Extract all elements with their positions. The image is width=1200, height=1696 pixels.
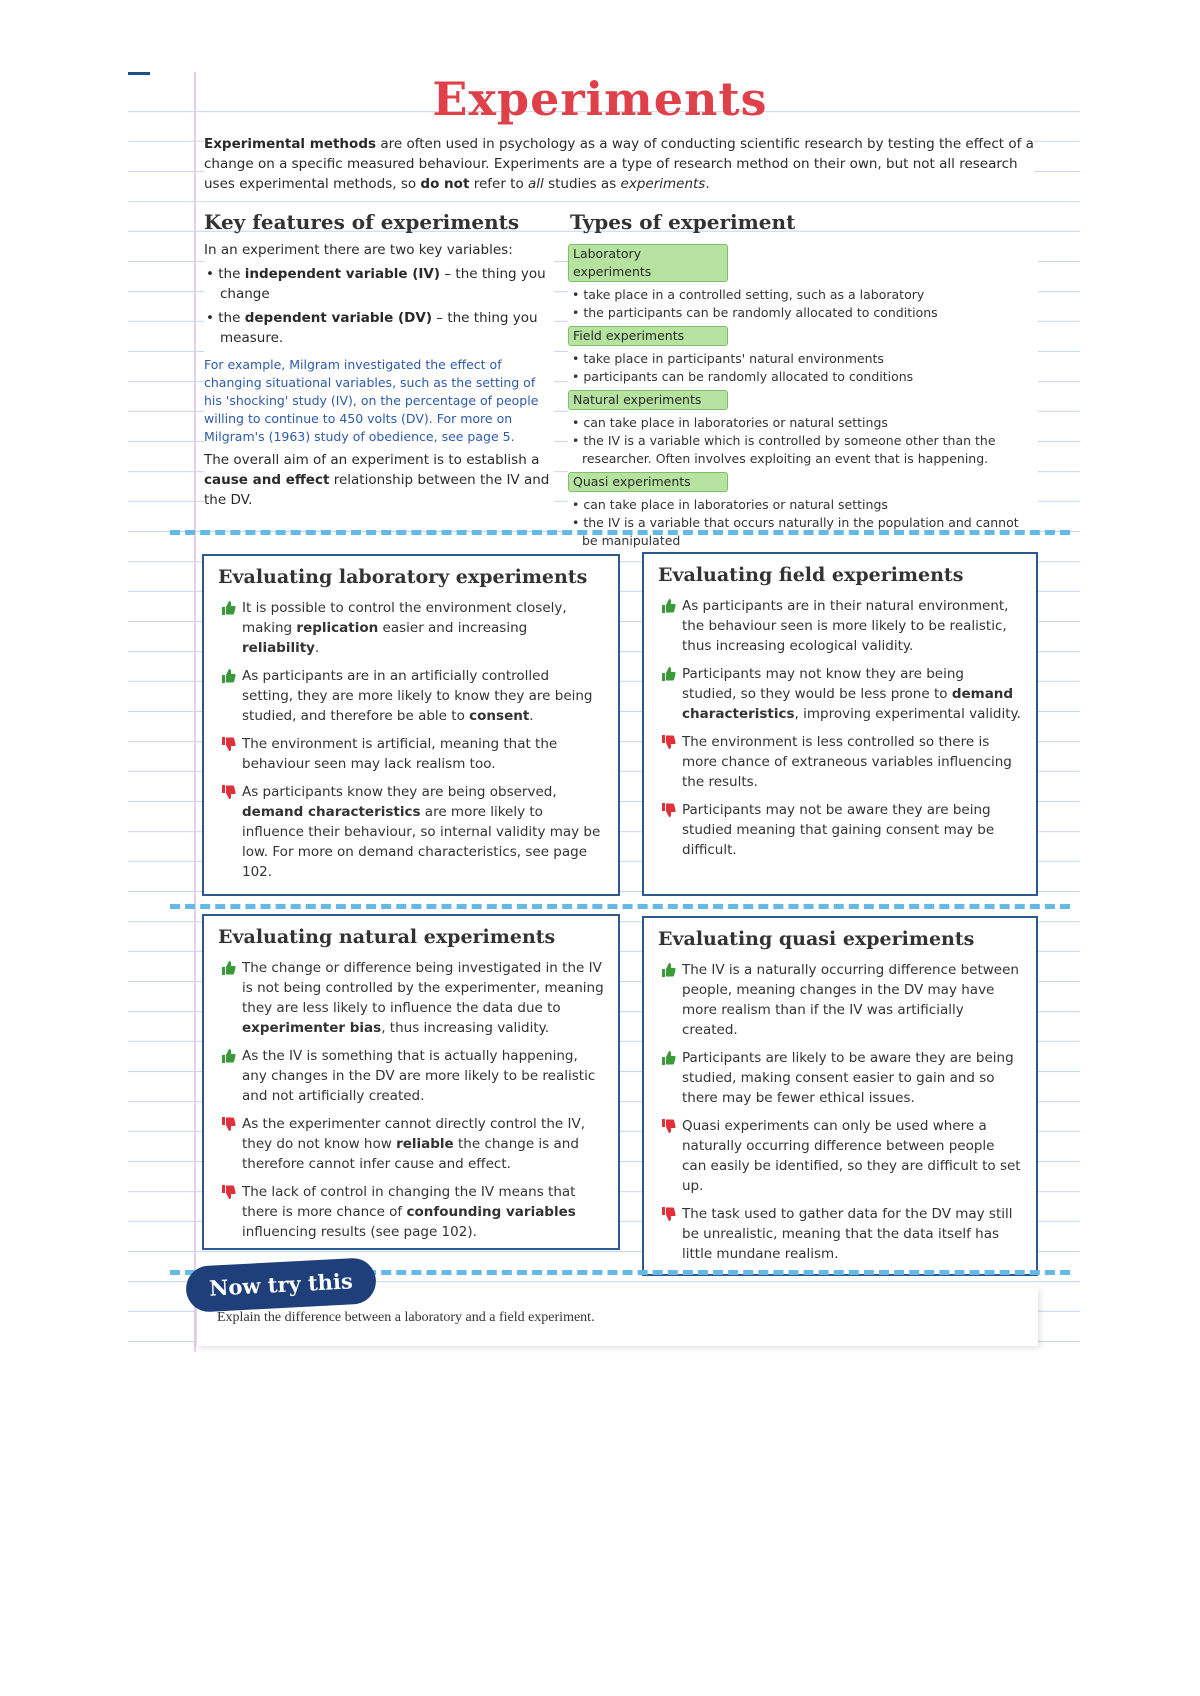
point-text: The lack of control in changing the IV means that there is more chance of <box>242 1184 576 1220</box>
type-label-quasi: Quasi experiments <box>568 472 728 492</box>
eval-lab-title: Evaluating laboratory experiments <box>218 566 588 588</box>
point-text: As the IV is something that is actually happening, any changes in the DV are more likely to be realistic and not artificially created. <box>242 1048 596 1104</box>
point-term: replication <box>296 620 379 636</box>
eval-lab-pro-2 <box>218 666 604 726</box>
thumbs-down-icon <box>660 802 676 818</box>
point-text: the change is and therefore cannot infer cause and effect. <box>242 1136 579 1172</box>
point-text: It is possible to control the environment closely, making <box>242 600 567 636</box>
eval-quasi-box <box>642 916 1038 1276</box>
type-point-text: participants can be randomly allocated to conditions <box>583 369 914 384</box>
point-text: The environment is artificial, meaning that the behaviour seen may lack realism too. <box>242 736 558 772</box>
type-point-text: can take place in laboratories or natural settings <box>583 415 888 430</box>
intro-italic-1: all <box>528 176 544 192</box>
type-point: • take place in participants' natural environments <box>572 351 884 366</box>
type-label-field: Field experiments <box>568 326 728 346</box>
intro-text-1: are often used in psychology as a way of conducting scientific research by testing the effect of a change on a specific measured behaviour. Experiments are a type of research method on their own, but not all research uses experimental methods, so <box>204 136 1034 192</box>
thumbs-down-icon <box>660 734 676 750</box>
type-point: • the IV is a variable that occurs naturally in the population and cannot be manipulated <box>572 515 1019 548</box>
point-term: demand characteristics <box>242 804 421 820</box>
thumbs-up-icon <box>220 1048 236 1064</box>
iv-bullet: • the independent variable (IV) – the thing you change <box>206 266 546 302</box>
eval-natural-con-1 <box>218 1114 604 1174</box>
eval-natural-con-2 <box>218 1182 604 1242</box>
point-text: Participants may not know they are being studied, so they would be less prone to <box>682 666 964 702</box>
type-point: • can take place in laboratories or natural settings <box>572 415 888 430</box>
now-try-task-text: Explain the difference between a laboratory and a field experiment. <box>217 1310 595 1325</box>
thumbs-down-icon <box>660 1206 676 1222</box>
thumbs-down-icon <box>220 1116 236 1132</box>
point-text: The environment is less controlled so there is more chance of extraneous variables influencing the results. <box>682 734 1012 790</box>
point-text: , thus increasing validity. <box>381 1020 550 1036</box>
point-text: The change or difference being investigated in the IV is not being controlled by the experimenter, meaning they are less likely to influence the data due to <box>242 960 604 1016</box>
point-text: The task used to gather data for the DV may still be unrealistic, meaning that the data itself has little mundane realism. <box>682 1206 1013 1262</box>
point-text: As participants know they are being observed, <box>242 784 557 800</box>
type-point-text: can take place in laboratories or natural settings <box>583 497 888 512</box>
thumbs-up-icon <box>220 600 236 616</box>
thumbs-down-icon <box>220 1184 236 1200</box>
type-point: • can take place in laboratories or natural settings <box>572 497 888 512</box>
now-try-badge: Now try this <box>185 1257 377 1313</box>
intro-text-2: refer to <box>469 176 529 192</box>
section-divider <box>170 530 1070 535</box>
dv-bullet: • the dependent variable (DV) – the thing you measure. <box>206 310 538 346</box>
eval-field-pro-1 <box>658 596 1022 656</box>
type-point-text: the participants can be randomly allocated to conditions <box>583 305 938 320</box>
point-text: . <box>314 640 320 656</box>
types-column <box>568 240 1038 550</box>
point-text: The IV is a naturally occurring difference between people, meaning changes in the DV may have more realism than if the IV was artificially created. <box>682 962 1019 1038</box>
thumbs-up-icon <box>660 962 676 978</box>
type-point-text: take place in participants' natural environments <box>583 351 884 366</box>
point-text: easier and increasing <box>378 620 528 636</box>
eval-quasi-con-1 <box>658 1116 1022 1196</box>
thumbs-down-icon <box>660 1118 676 1134</box>
eval-natural-title: Evaluating natural experiments <box>218 926 556 948</box>
thumbs-up-icon <box>220 668 236 684</box>
eval-natural-pro-1 <box>218 958 604 1038</box>
iv-pre: the <box>218 266 245 282</box>
eval-lab-con-2 <box>218 782 604 882</box>
eval-quasi-con-2 <box>658 1204 1022 1264</box>
section-divider <box>170 904 1070 909</box>
eval-natural-box <box>202 914 620 1250</box>
aim-paragraph <box>204 450 554 510</box>
aim-post: relationship between the IV and the DV. <box>204 472 550 508</box>
type-label-laboratory: Laboratory experiments <box>568 244 728 282</box>
key-features-heading: Key features of experiments <box>204 210 520 234</box>
type-laboratory <box>568 240 1038 322</box>
iv-post: – the thing you change <box>220 266 546 302</box>
point-term: demand characteristics <box>682 686 1014 722</box>
type-point-text: take place in a controlled setting, such as a laboratory <box>583 287 925 302</box>
point-term: consent <box>469 708 530 724</box>
point-text: As the experimenter cannot directly control the IV, they do not know how <box>242 1116 586 1152</box>
dv-term: dependent variable (DV) <box>244 310 432 326</box>
aim-term: cause and effect <box>204 472 330 488</box>
thumbs-up-icon <box>660 1050 676 1066</box>
eval-lab-box <box>202 554 620 896</box>
types-heading: Types of experiment <box>570 210 796 234</box>
thumbs-up-icon <box>660 666 676 682</box>
point-text: Participants are likely to be aware they are being studied, making consent easier to gain and so there may be fewer ethical issues. <box>682 1050 1014 1106</box>
eval-field-title: Evaluating field experiments <box>658 564 964 586</box>
type-point: • take place in a controlled setting, such as a laboratory <box>572 287 925 302</box>
point-term: confounding variables <box>406 1204 576 1220</box>
type-point: • participants can be randomly allocated to conditions <box>572 369 914 384</box>
point-term: experimenter bias <box>242 1020 382 1036</box>
type-label-natural: Natural experiments <box>568 390 728 410</box>
dv-post: – the thing you measure. <box>220 310 538 346</box>
aim-pre: The overall aim of an experiment is to establish a <box>204 452 540 468</box>
eval-lab-con-1 <box>218 734 604 774</box>
eval-field-box <box>642 552 1038 896</box>
point-text: As participants are in an artificially controlled setting, they are more likely to know they are being studied, and therefore be able to <box>242 668 593 724</box>
dv-pre: the <box>218 310 245 326</box>
eval-quasi-pro-1 <box>658 960 1022 1040</box>
thumbs-down-icon <box>220 736 236 752</box>
intro-text-3: studies as <box>543 176 621 192</box>
point-text: . <box>529 708 534 724</box>
thumbs-down-icon <box>220 784 236 800</box>
type-quasi <box>568 468 1038 550</box>
point-text: , improving experimental validity. <box>794 706 1021 722</box>
eval-natural-pro-2 <box>218 1046 604 1106</box>
page-title: Experiments <box>432 72 768 126</box>
eval-field-con-1 <box>658 732 1022 792</box>
type-point: • the IV is a variable which is controlled by someone other than the researcher. Often involves exploiting an event that is happening. <box>572 433 996 466</box>
type-point-text: the IV is a variable which is controlled by someone other than the researcher. Often involves exploiting an event that is happening. <box>582 433 996 466</box>
eval-field-con-2 <box>658 800 1022 860</box>
type-point: • the participants can be randomly allocated to conditions <box>572 305 938 320</box>
intro-text-4: . <box>705 176 710 192</box>
thumbs-up-icon <box>660 598 676 614</box>
key-features-lead: In an experiment there are two key variables: <box>204 242 513 258</box>
intro-bold-mid: do not <box>420 176 470 192</box>
point-text: Quasi experiments can only be used where a naturally occurring difference between people can easily be identified, so they are difficult to set up. <box>682 1118 1021 1194</box>
margin-line <box>194 72 196 1352</box>
eval-quasi-pro-2 <box>658 1048 1022 1108</box>
point-term: reliability <box>242 640 315 656</box>
point-text: are more likely to influence their behaviour, so internal validity may be low. For more on demand characteristics, see page 102. <box>242 804 601 880</box>
type-point-text: the IV is a variable that occurs naturally in the population and cannot be manipulated <box>582 515 1019 548</box>
type-natural <box>568 386 1038 468</box>
milgram-example: For example, Milgram investigated the effect of changing situational variables, such as the setting of his 'shocking' study (IV), on the percentage of people willing to continue to 450 volts (DV). For more on Milgram's (1963) study of obedience, see page 5. <box>204 357 539 444</box>
point-text: As participants are in their natural environment, the behaviour seen is more likely to be realistic, thus increasing ecological validity. <box>682 598 1009 654</box>
eval-field-pro-2 <box>658 664 1022 724</box>
point-term: reliable <box>396 1136 454 1152</box>
point-text: Participants may not be aware they are being studied meaning that gaining consent may be difficult. <box>682 802 995 858</box>
point-text: influencing results (see page 102). <box>242 1224 477 1240</box>
intro-paragraph <box>204 134 1034 194</box>
key-features-column <box>204 240 554 514</box>
iv-term: independent variable (IV) <box>244 266 441 282</box>
eval-quasi-title: Evaluating quasi experiments <box>658 928 975 950</box>
intro-italic-2: experiments <box>620 176 706 192</box>
type-field <box>568 322 1038 386</box>
thumbs-up-icon <box>220 960 236 976</box>
intro-bold-lead: Experimental methods <box>204 136 377 152</box>
eval-lab-pro-1 <box>218 598 604 658</box>
